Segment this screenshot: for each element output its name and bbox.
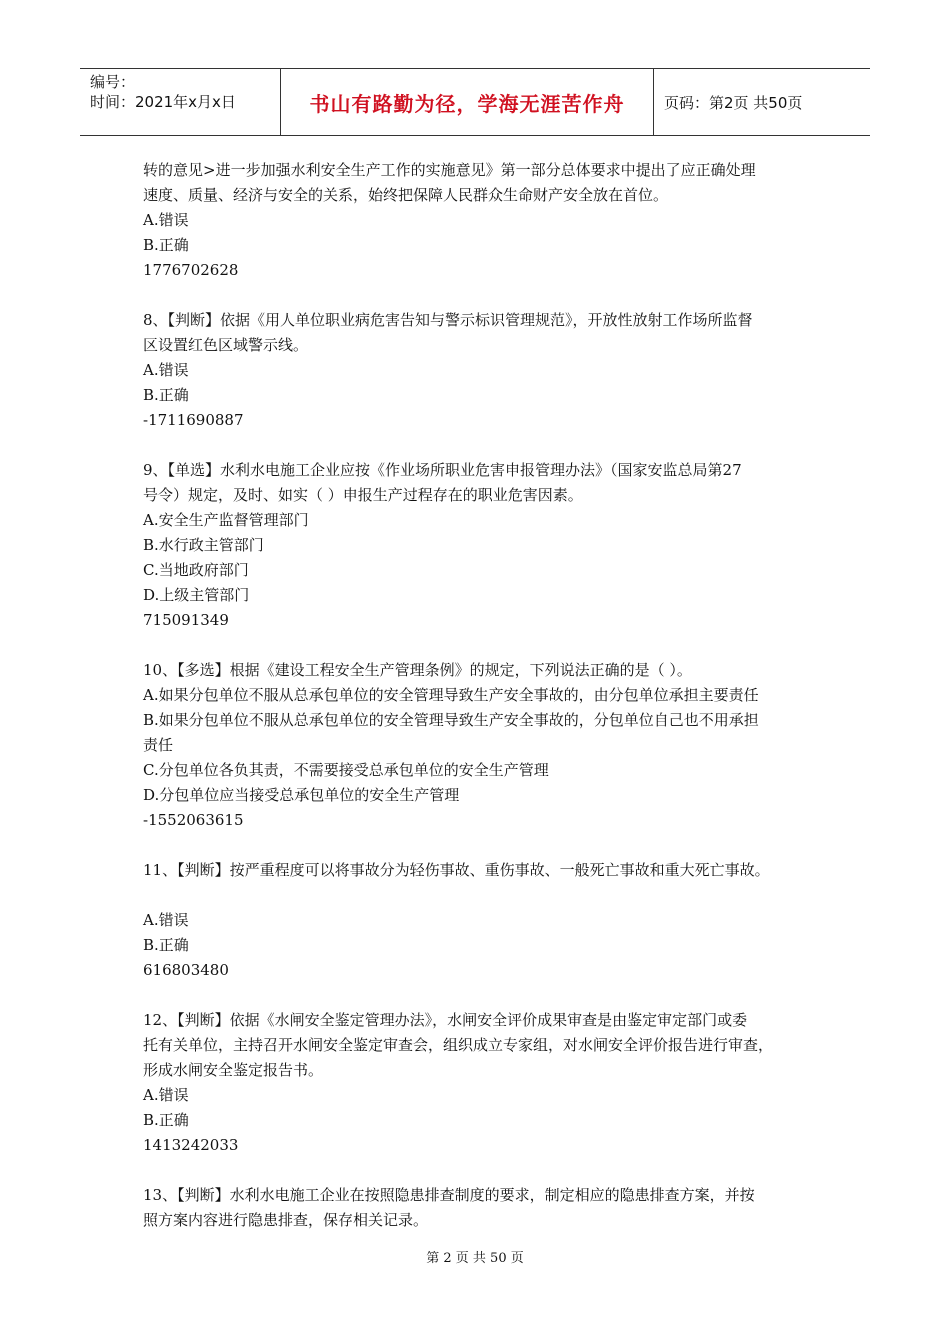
- text-line: 转的意见>进一步加强水利安全生产工作的实施意见》第一部分总体要求中提出了应正确处理: [143, 161, 756, 179]
- page-header: [80, 68, 870, 136]
- document-number-label: 编号：: [90, 73, 136, 91]
- option-a: A.安全生产监督管理部门: [143, 511, 309, 529]
- option-b: B.如果分包单位不服从总承包单位的安全管理导致生产安全事故的，分包单位自己也不用承担: [143, 711, 759, 729]
- question-id: 616803480: [143, 961, 229, 979]
- header-motto: 书山有路勤为径，学海无涯苦作舟: [281, 69, 654, 135]
- option-b: B.正确: [143, 236, 189, 254]
- option-c: C.当地政府部门: [143, 561, 249, 579]
- question-text: 形成水闸安全鉴定报告书。: [143, 1061, 324, 1079]
- question-text: 8、【判断】依据《用人单位职业病危害告知与警示标识管理规范》，开放性放射工作场所监督: [143, 311, 753, 329]
- question-text: 13、【判断】水利水电施工企业在按照隐患排查制度的要求，制定相应的隐患排查方案，并按: [143, 1186, 755, 1204]
- question-text: 号令）规定，及时、如实（ ）申报生产过程存在的职业危害因素。: [143, 486, 583, 504]
- question-text: 照方案内容进行隐患排查，保存相关记录。: [143, 1211, 429, 1229]
- header-page-info: 页码：第2页 共50页: [664, 93, 803, 112]
- question-id: 715091349: [143, 611, 229, 629]
- page-footer: 第 2 页 共 50 页: [426, 1251, 524, 1266]
- question-text: 11、【判断】按严重程度可以将事故分为轻伤事故、重伤事故、一般死亡事故和重大死亡事故。: [143, 861, 770, 879]
- question-10: [143, 658, 823, 833]
- option-c: C.分包单位各负其责，不需要接受总承包单位的安全生产管理: [143, 761, 549, 779]
- option-d: D.分包单位应当接受总承包单位的安全生产管理: [143, 786, 460, 804]
- option-d: D.上级主管部门: [143, 586, 250, 604]
- question-text: 12、【判断】依据《水闸安全鉴定管理办法》，水闸安全评价成果审查是由鉴定审定部门或委: [143, 1011, 748, 1029]
- option-a: A.错误: [143, 911, 189, 929]
- question-id: -1711690887: [143, 411, 244, 429]
- question-9: [143, 458, 823, 633]
- option-b-continued: 责任: [143, 736, 174, 754]
- text-line: 速度、质量、经济与安全的关系，始终把保障人民群众生命财产安全放在首位。: [143, 186, 669, 204]
- question-text: 托有关单位，主持召开水闸安全鉴定审查会，组织成立专家组，对水闸安全评价报告进行审查，: [143, 1036, 774, 1054]
- option-b: B.正确: [143, 386, 189, 404]
- option-a: A.错误: [143, 211, 189, 229]
- question-13: [143, 1183, 823, 1233]
- header-meta: [80, 69, 281, 135]
- document-date: 时间：2021年x月x日: [90, 93, 236, 111]
- document-body: [143, 158, 823, 1233]
- option-a: A.错误: [143, 1086, 189, 1104]
- option-b: B.水行政主管部门: [143, 536, 264, 554]
- option-b: B.正确: [143, 936, 189, 954]
- blank-line: [143, 883, 823, 908]
- question-8: [143, 308, 823, 433]
- question-id: 1776702628: [143, 261, 239, 279]
- option-a: A.如果分包单位不服从总承包单位的安全管理导致生产安全事故的，由分包单位承担主要责任: [143, 686, 759, 704]
- option-a: A.错误: [143, 361, 189, 379]
- question-12: [143, 1008, 823, 1158]
- option-b: B.正确: [143, 1111, 189, 1129]
- question-text: 区设置红色区域警示线。: [143, 336, 309, 354]
- intro-block: [143, 158, 823, 283]
- question-text: 9、【单选】水利水电施工企业应按《作业场所职业危害申报管理办法》（国家安监总局第27: [143, 461, 742, 479]
- question-id: 1413242033: [143, 1136, 239, 1154]
- question-text: 10、【多选】根据《建设工程安全生产管理条例》的规定，下列说法正确的是（ ）。: [143, 661, 692, 679]
- question-id: -1552063615: [143, 811, 244, 829]
- question-11: [143, 858, 823, 983]
